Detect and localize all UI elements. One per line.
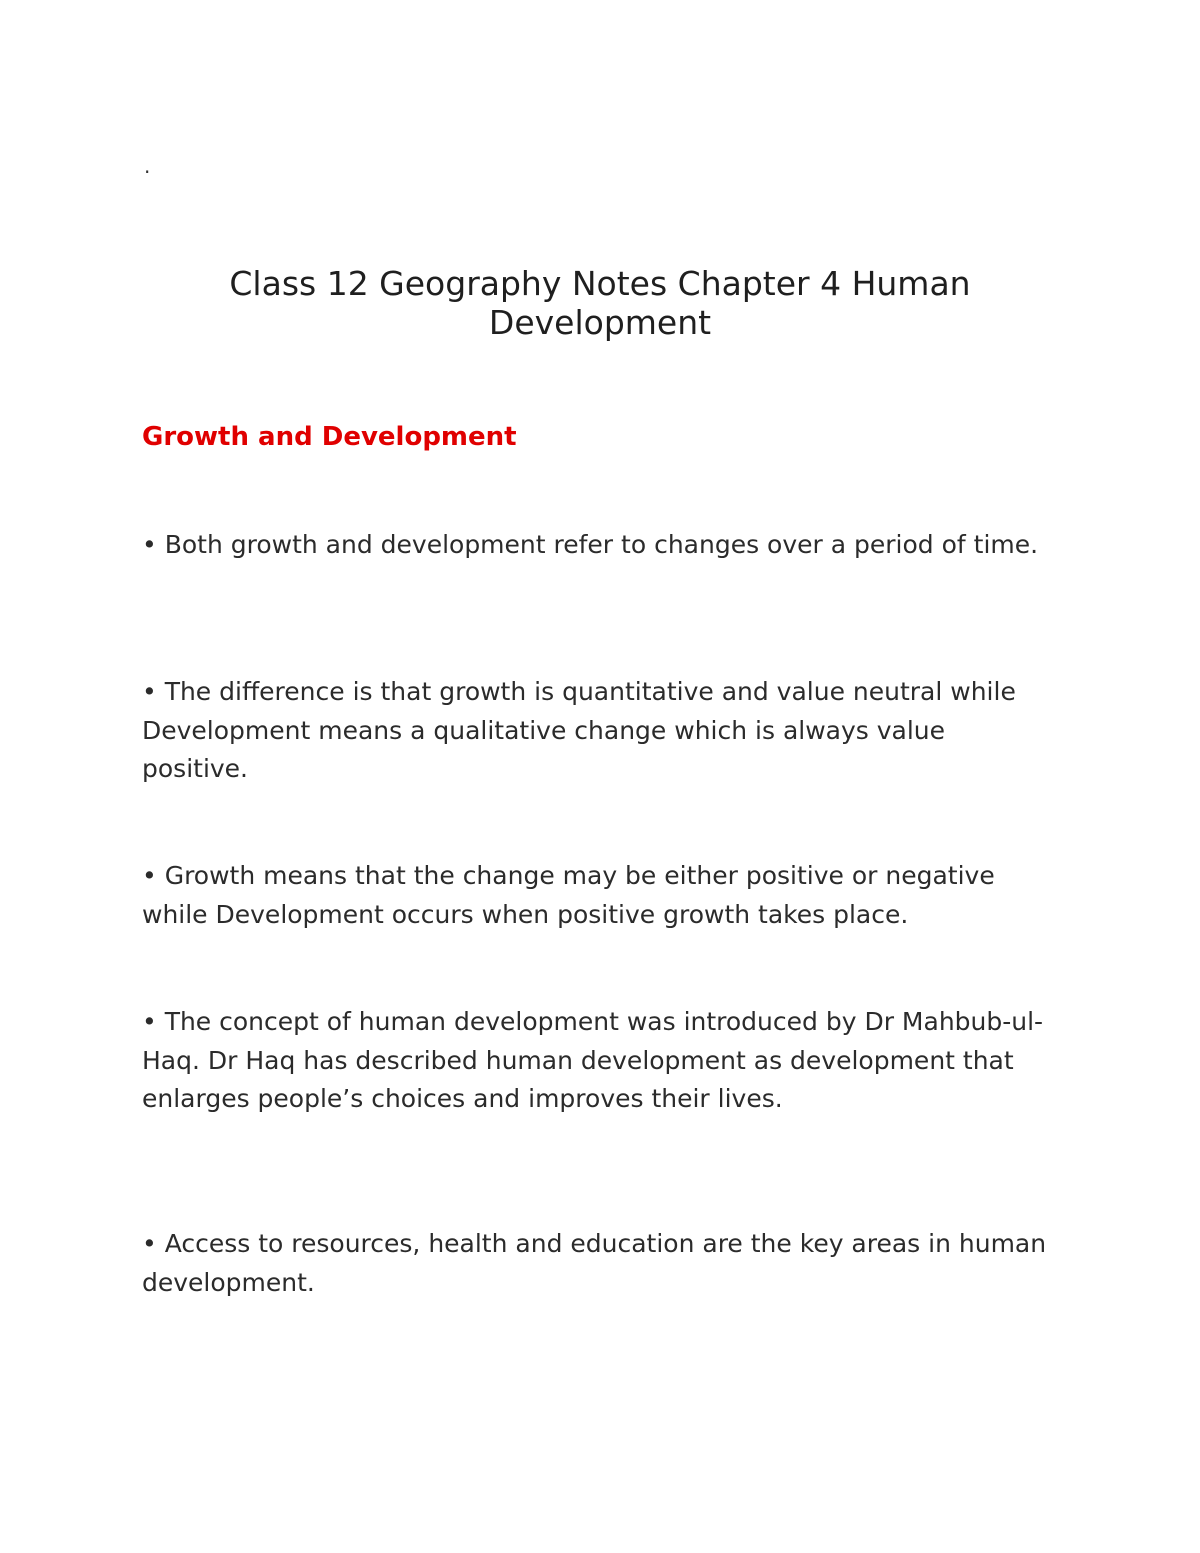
- bullet-paragraph: • The concept of human development was introduced by Dr Mahbub-ul-Haq. Dr Haq has described human development as development that enlarges people’s choices and improves their lives.: [142, 1007, 1044, 1113]
- bullet-paragraph: • Access to resources, health and education are the key areas in human development.: [142, 1229, 1047, 1297]
- bullet-paragraph: • Growth means that the change may be either positive or negative while Development occurs when positive growth takes place.: [142, 861, 995, 929]
- bullet-paragraph: • The difference is that growth is quantitative and value neutral while Development means a qualitative change which is always value positive.: [142, 677, 1016, 783]
- section-heading: Growth and Development: [142, 422, 517, 452]
- bullet-paragraph: • Both growth and development refer to changes over a period of time.: [142, 530, 1039, 559]
- page-marker: .: [144, 154, 151, 178]
- document-title: Class 12 Geography Notes Chapter 4 Human Development: [229, 264, 971, 342]
